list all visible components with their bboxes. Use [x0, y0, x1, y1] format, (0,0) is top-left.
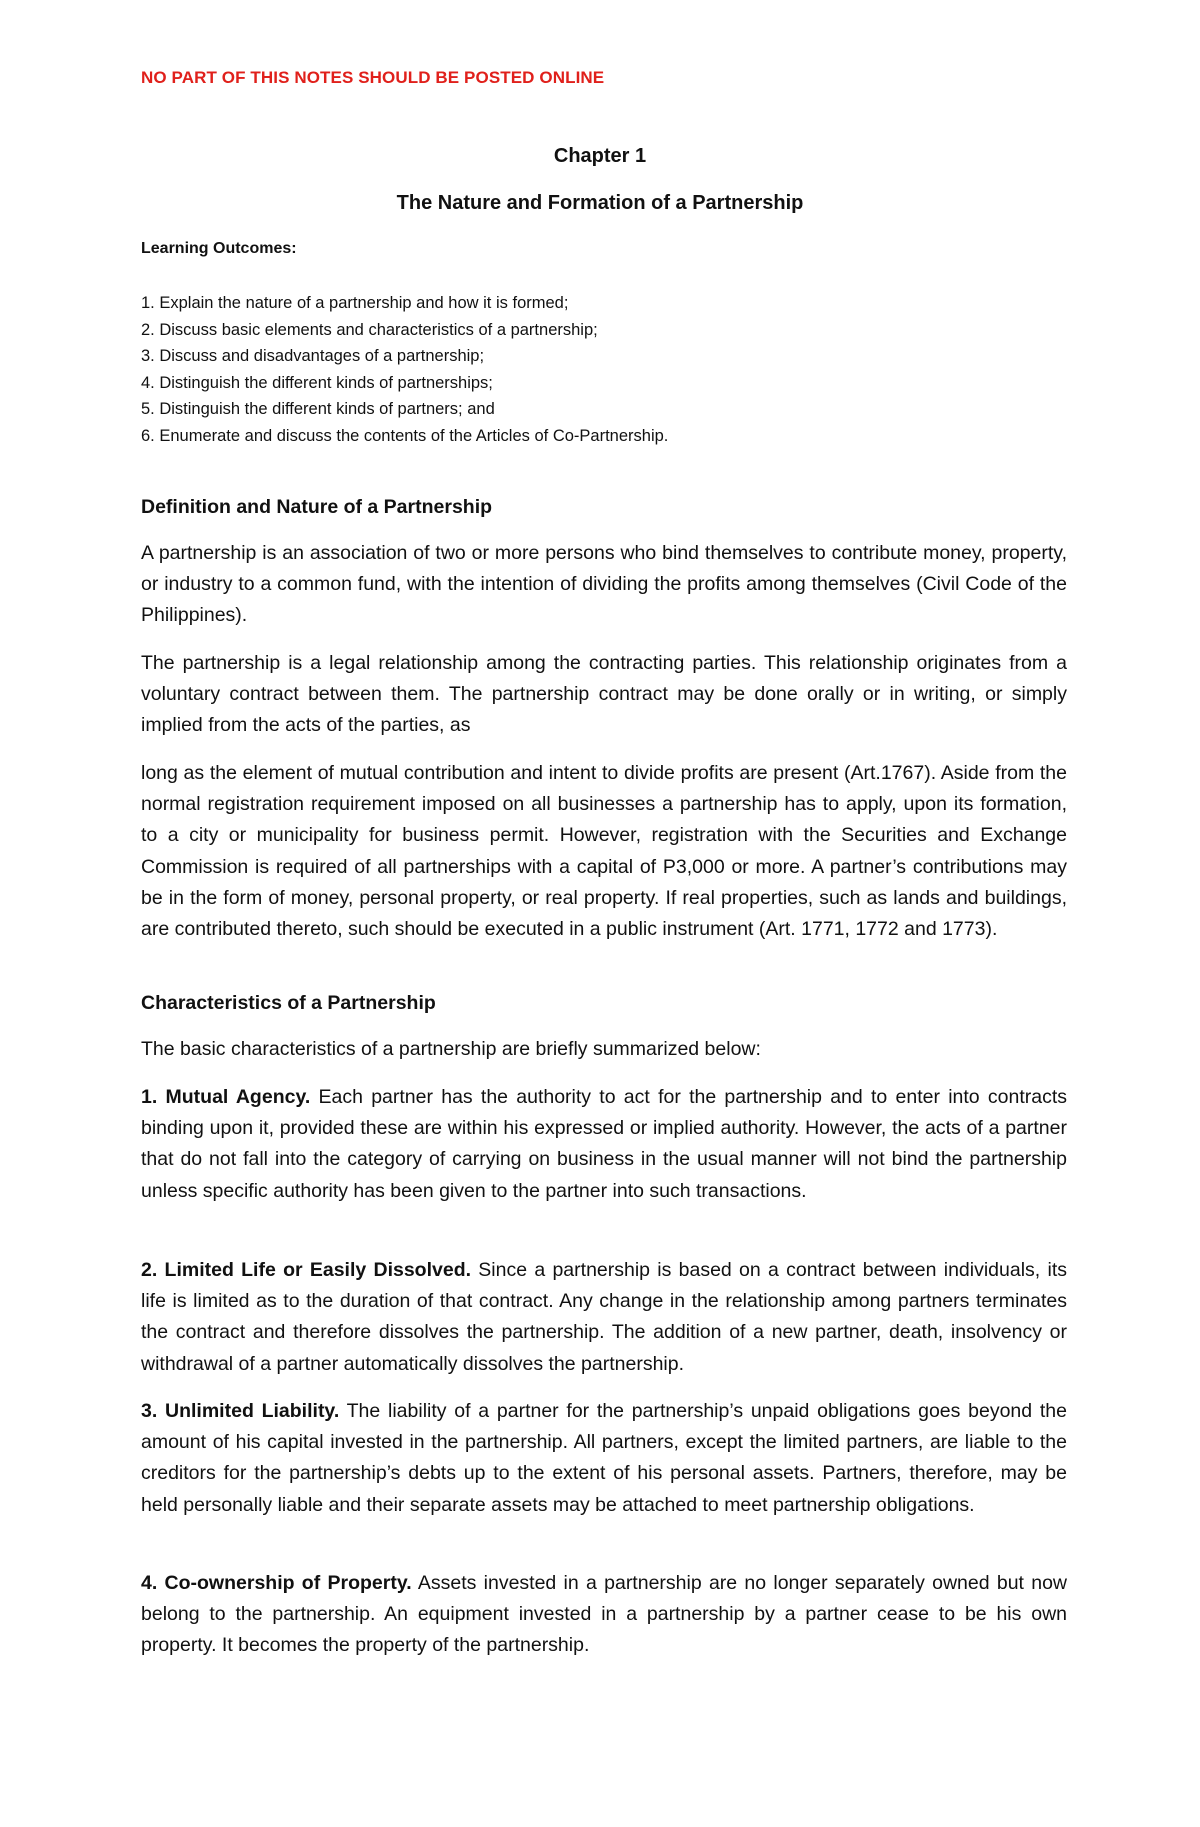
paragraph-text: The basic characteristics of a partnership are briefly summarized below: — [141, 1038, 761, 1060]
paragraph-text: The partnership is a legal relationship among the contracting parties. This relationship originates from a voluntary contract between them. The partnership contract may be done orally or in writing, or simply implied from the acts of the parties, as — [141, 652, 1067, 737]
paragraph-text: long as the element of mutual contribution and intent to divide profits are present (Art.1767). Aside from the normal registration requirement imposed on all businesses a partnership has to apply, upon its formation, to a city or municipality for business permit. However, registration with the Securities and Exchange Commission is required of all partnerships with a capital of P3,000 or more. A partner’s contributions may be in the form of money, personal property, or real property. If real properties, such as lands and buildings, are contributed thereto, such should be executed in a public instrument (Art. 1771, 1772 and 1773). — [141, 762, 1067, 941]
list-item: 5. Distinguish the different kinds of partners; and — [141, 400, 495, 419]
item-text: Assets invested in a partnership are no longer separately owned but now belong to the partnership. An equipment invested in a partnership by a partner cease to be his own property. It becomes the property of the partnership. — [141, 1572, 1067, 1657]
item-title: 2. Limited Life or Easily Dissolved. — [141, 1259, 472, 1281]
item-text: Each partner has the authority to act for the partnership and to enter into contracts binding upon it, provided these are within his expressed or implied authority. However, the acts of a partner that do not fall into the category of carrying on business in the usual manner will not bind the partnership unless specific authority has been given to the partner into such transactions. — [141, 1086, 1067, 1202]
characteristic-item-unlimited-liability — [141, 1396, 1067, 1521]
list-item: 6. Enumerate and discuss the contents of the Articles of Co-Partnership. — [141, 426, 669, 445]
list-item: 4. Distinguish the different kinds of partnerships; — [141, 373, 493, 392]
item-title: 4. Co-ownership of Property. — [141, 1572, 412, 1594]
definition-heading: Definition and Nature of a Partnership — [141, 496, 493, 518]
characteristic-item-co-ownership — [141, 1568, 1067, 1662]
chapter-number: Chapter 1 — [553, 145, 647, 167]
definition-paragraph-3 — [141, 758, 1067, 945]
definition-paragraph-1 — [141, 538, 1067, 632]
list-item: 1. Explain the nature of a partnership and how it is formed; — [141, 294, 569, 312]
confidentiality-notice: NO PART OF THIS NOTES SHOULD BE POSTED ONLINE — [141, 68, 605, 87]
item-title: 1. Mutual Agency. — [141, 1086, 311, 1108]
list-item: 3. Discuss and disadvantages of a partnership; — [141, 347, 485, 366]
item-text: Since a partnership is based on a contract between individuals, its life is limited as to the duration of that contract. Any change in the relationship among partners terminates the contract and therefore dissolves the partnership. The addition of a new partner, death, insolvency or withdrawal of a partner automatically dissolves the partnership. — [141, 1259, 1067, 1375]
learning-outcomes-heading: Learning Outcomes: — [141, 240, 297, 257]
characteristic-item-mutual-agency — [141, 1082, 1067, 1207]
paragraph-text: A partnership is an association of two or more persons who bind themselves to contribute money, property, or industry to a common fund, with the intention of dividing the profits among themselves (Civil Code of the Philippines). — [141, 542, 1067, 627]
item-text: The liability of a partner for the partnership’s unpaid obligations goes beyond the amount of his capital invested in the partnership. All partners, except the limited partners, are liable to the creditors for the partnership’s debts up to the extent of his personal assets. Partners, therefore, may be held personally liable and their separate assets may be attached to meet partnership obligations. — [141, 1400, 1067, 1516]
item-title: 3. Unlimited Liability. — [141, 1400, 340, 1422]
list-item: 2. Discuss basic elements and characteristics of a partnership; — [141, 320, 598, 339]
chapter-title: The Nature and Formation of a Partnership — [396, 192, 804, 214]
definition-paragraph-2 — [141, 648, 1067, 742]
characteristics-heading: Characteristics of a Partnership — [141, 992, 436, 1014]
learning-outcomes-list — [141, 290, 1067, 450]
characteristics-intro — [141, 1034, 1067, 1065]
characteristic-item-limited-life — [141, 1255, 1067, 1380]
